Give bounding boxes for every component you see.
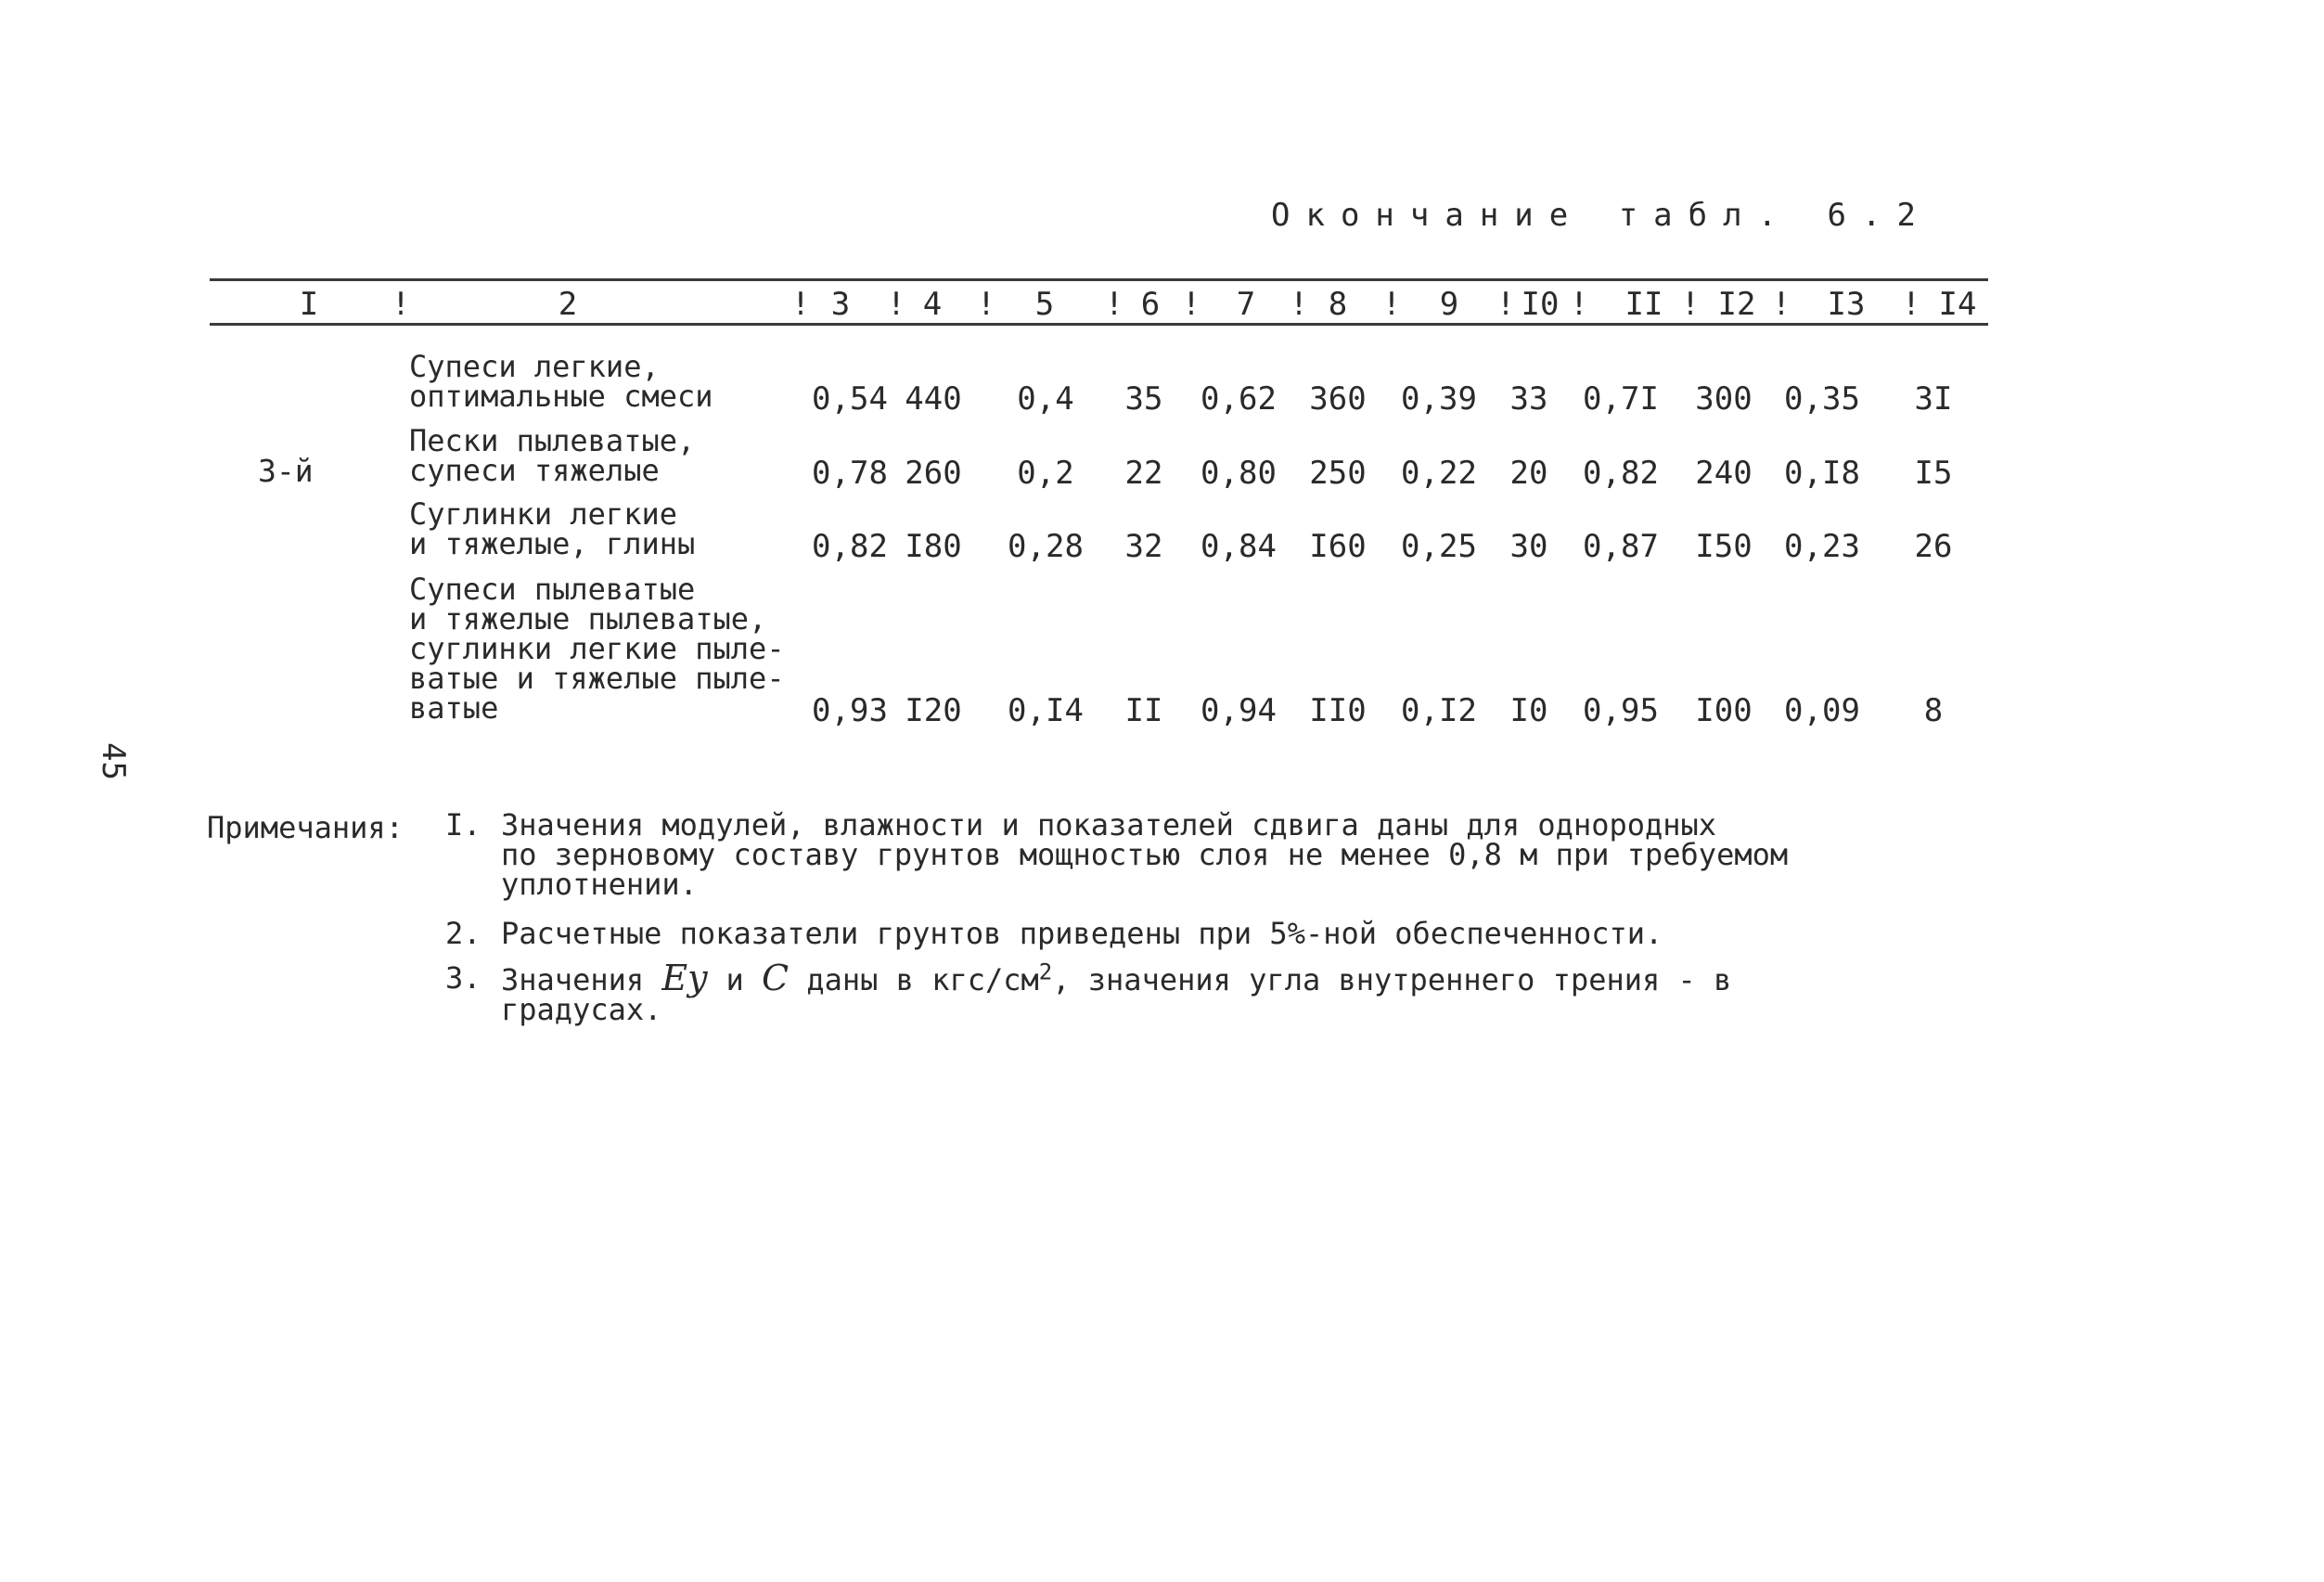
table-cell: I5 [1914, 455, 1953, 492]
notes-label: Примечания: [207, 810, 404, 845]
unit-superscript: 2 [1038, 958, 1053, 985]
table-cell: 0,22 [1401, 455, 1477, 492]
table-cell: I00 [1695, 692, 1753, 729]
header-separator: ! [1289, 286, 1309, 323]
note-item-1 [445, 807, 1893, 902]
header-separator: ! [1771, 286, 1791, 323]
table-cell: 0,78 [812, 455, 888, 492]
table-cell: 240 [1695, 455, 1753, 492]
header-separator: ! [976, 286, 996, 323]
table-cell: 0,62 [1201, 380, 1277, 418]
note-text: Значения модулей, влажности и показателей сдвига даны для однородных по зерновому составу грунтов мощностью слоя не менее 0,8 м при требуемом уплотнении. [501, 807, 1789, 902]
header-cell-2: 2 [558, 286, 578, 323]
header-separator: ! [1496, 286, 1516, 323]
note-text-part: и [725, 962, 744, 997]
table-cell: 26 [1914, 528, 1953, 565]
header-separator: ! [1381, 286, 1402, 323]
table-cell: 0,28 [1008, 528, 1084, 565]
table-cell: 0,4 [1017, 380, 1074, 418]
table-cell: I50 [1695, 528, 1753, 565]
table-cell: 0,09 [1784, 692, 1860, 729]
table-cell: 0,95 [1583, 692, 1659, 729]
road-climatic-zone: 3-й [258, 453, 314, 489]
table-cell: 0,84 [1201, 528, 1277, 565]
table-cell: 0,39 [1401, 380, 1477, 418]
table-cell: 360 [1309, 380, 1367, 418]
header-separator: ! [886, 286, 906, 323]
table-cell: 8 [1923, 692, 1944, 729]
table-caption: Окончание табл. 6.2 [1271, 197, 1932, 234]
header-separator: ! [1680, 286, 1701, 323]
header-cell-7: 7 [1236, 286, 1256, 323]
header-cell-11: II [1624, 286, 1663, 323]
table-cell: 0,80 [1201, 455, 1277, 492]
table-cell: 0,87 [1583, 528, 1659, 565]
note-text: Расчетные показатели грунтов приведены при 5%-ной обеспеченности. [501, 916, 1663, 951]
header-cell-9: 9 [1439, 286, 1459, 323]
table-cell: 0,94 [1201, 692, 1277, 729]
table-cell: 0,23 [1784, 528, 1860, 565]
header-cell-3: 3 [830, 286, 851, 323]
table-cell: 300 [1695, 380, 1753, 418]
header-cell-14: I4 [1938, 286, 1977, 323]
note-text-part: , значения угла внутреннего трения - в градусах. [501, 962, 1732, 1027]
header-separator: ! [1569, 286, 1589, 323]
cohesion-symbol: C [761, 958, 790, 998]
table-cell: II [1124, 692, 1163, 729]
table-cell: I80 [905, 528, 962, 565]
note-text-part: даны в кгс/см [806, 962, 1039, 997]
header-cell-12: I2 [1717, 286, 1756, 323]
table-cell: 0,2 [1017, 455, 1074, 492]
table-cell: 0,7I [1583, 380, 1659, 418]
table-cell: 0,82 [812, 528, 888, 565]
header-cell-5: 5 [1034, 286, 1055, 323]
table-cell: 0,25 [1401, 528, 1477, 565]
soil-type: Супеси пылеватые и тяжелые пылеватые, суглинки легкие пыле- ватые и тяжелые пыле- ватые [409, 572, 785, 726]
header-cell-4: 4 [922, 286, 943, 323]
header-cell-13: I3 [1827, 286, 1866, 323]
table-cell: 440 [905, 380, 962, 418]
table-cell: 3I [1914, 380, 1953, 418]
table-cell: 0,I2 [1401, 692, 1477, 729]
table-cell: 250 [1309, 455, 1367, 492]
table-cell: 35 [1124, 380, 1163, 418]
table-header-rule-top [210, 278, 1988, 281]
table-cell: 33 [1509, 380, 1548, 418]
table-cell: I0 [1509, 692, 1548, 729]
soil-type: Суглинки легкие и тяжелые, глины [409, 496, 696, 561]
table-header-rule-bottom [210, 323, 1988, 326]
table-cell: I60 [1309, 528, 1367, 565]
table-cell: 0,35 [1784, 380, 1860, 418]
note-item-2 [445, 916, 1893, 951]
table-cell: 0,I4 [1008, 692, 1084, 729]
note-number: 2. [445, 916, 481, 951]
soil-type: Пески пылеватые, супеси тяжелые [409, 423, 696, 488]
table-cell: 0,I8 [1784, 455, 1860, 492]
page-number: 45 [95, 742, 132, 780]
note-text-part: Значения [501, 962, 645, 997]
table-cell: 20 [1509, 455, 1548, 492]
header-cell-6: 6 [1140, 286, 1161, 323]
table-cell: 22 [1124, 455, 1163, 492]
table-cell: 30 [1509, 528, 1548, 565]
note-text [501, 958, 1893, 1027]
modulus-symbol: Eу [661, 958, 709, 998]
soil-type: Супеси легкие, оптимальные смеси [409, 349, 713, 414]
header-separator: ! [1901, 286, 1921, 323]
table-cell: 260 [905, 455, 962, 492]
table-cell: 0,82 [1583, 455, 1659, 492]
note-item-3 [445, 958, 1893, 1027]
header-separator: ! [790, 286, 811, 323]
header-separator: ! [1181, 286, 1201, 323]
table-cell: II0 [1309, 692, 1367, 729]
note-number: I. [445, 807, 481, 842]
note-number: 3. [445, 960, 481, 996]
header-cell-10: I0 [1521, 286, 1560, 323]
table-cell: I20 [905, 692, 962, 729]
header-cell-8: 8 [1328, 286, 1348, 323]
table-cell: 32 [1124, 528, 1163, 565]
header-cell-1: I [299, 286, 319, 323]
table-cell: 0,93 [812, 692, 888, 729]
header-separator: ! [391, 286, 411, 323]
table-cell: 0,54 [812, 380, 888, 418]
header-separator: ! [1104, 286, 1124, 323]
